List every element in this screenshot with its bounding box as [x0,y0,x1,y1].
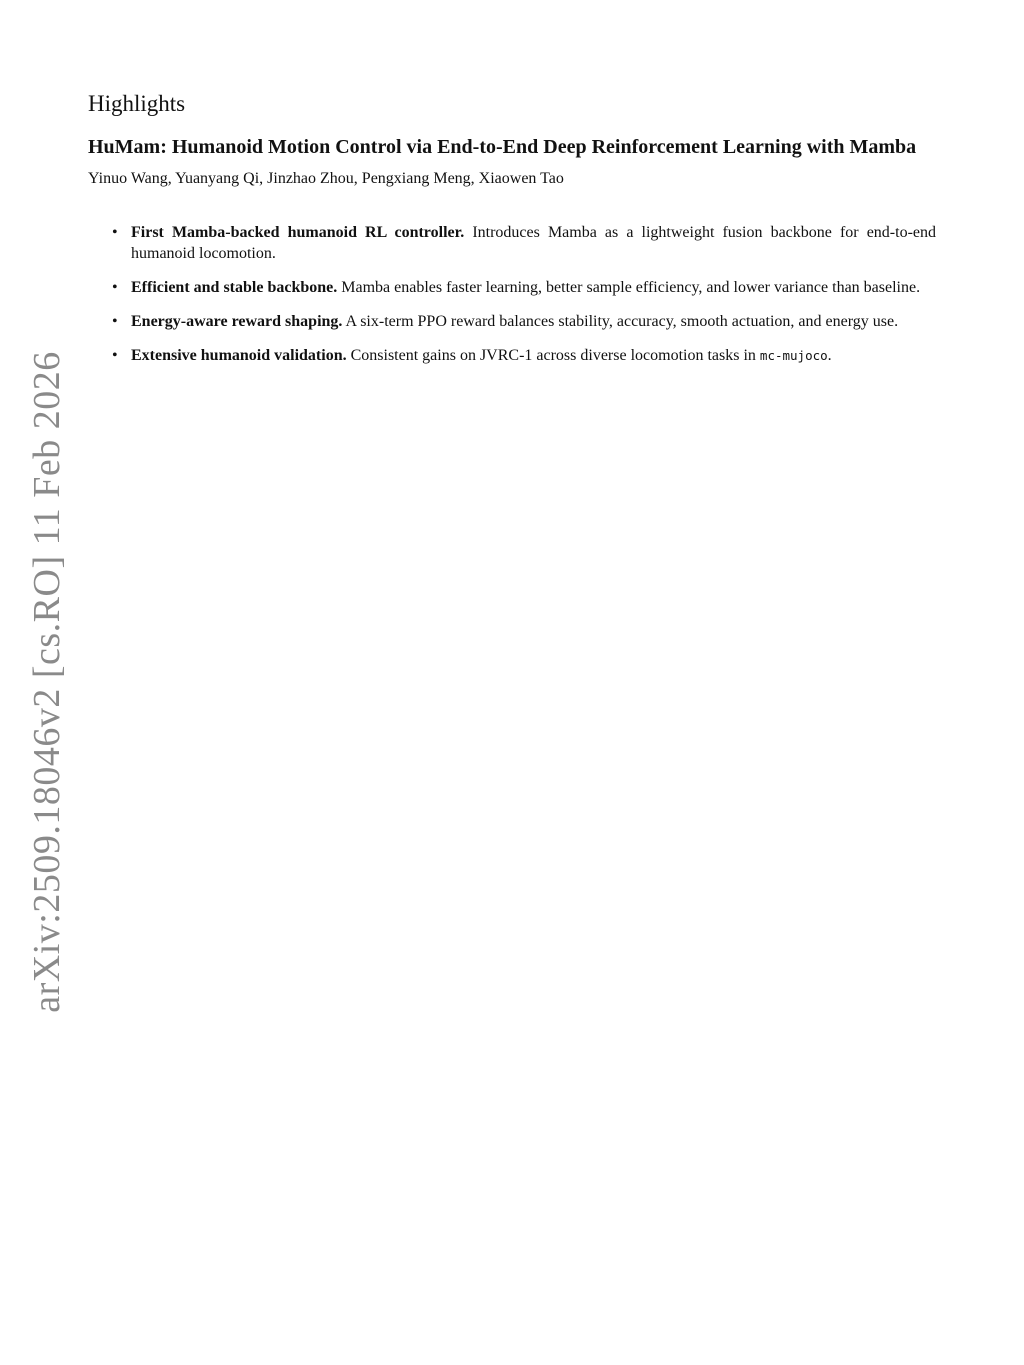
bullet-icon: • [112,347,118,364]
highlight-text: Mamba enables faster learning, better sample efficiency, and lower variance than baseline. [337,279,921,296]
highlight-text: A six-term PPO reward balances stability, accuracy, smooth actuation, and energy use. [342,313,899,330]
bullet-icon: • [112,279,118,296]
highlight-lead: Efficient and stable backbone. [131,279,338,296]
highlight-item [112,222,936,264]
highlight-lead: Extensive humanoid validation. [131,347,347,364]
paper-title: HuMam: Humanoid Motion Control via End-to-End Deep Reinforcement Learning with Mamba [88,136,917,158]
watermark-arxiv: arXiv:2509.18046v2 [cs.RO] 11 Feb 2026 [26,351,68,1013]
highlight-text: Introduces Mamba as a lightweight fusion backbone for end-to-end humanoid locomotion. [131,224,937,262]
highlight-tail: . [827,347,832,364]
highlight-item [112,277,936,298]
highlight-text: Consistent gains on JVRC-1 across diverse locomotion tasks in [346,347,760,364]
section-heading: Highlights [88,91,186,116]
highlight-item [112,311,936,332]
author-list: Yinuo Wang, Yuanyang Qi, Jinzhao Zhou, Pengxiang Meng, Xiaowen Tao [88,170,564,187]
bullet-icon: • [112,224,118,241]
highlight-item [112,345,936,366]
highlight-lead: Energy-aware reward shaping. [131,313,343,330]
code-snippet: mc-mujoco [759,348,828,363]
bullet-icon: • [112,313,118,330]
highlights-list [112,222,936,379]
highlight-lead: First Mamba-backed humanoid RL controller. [131,224,465,241]
